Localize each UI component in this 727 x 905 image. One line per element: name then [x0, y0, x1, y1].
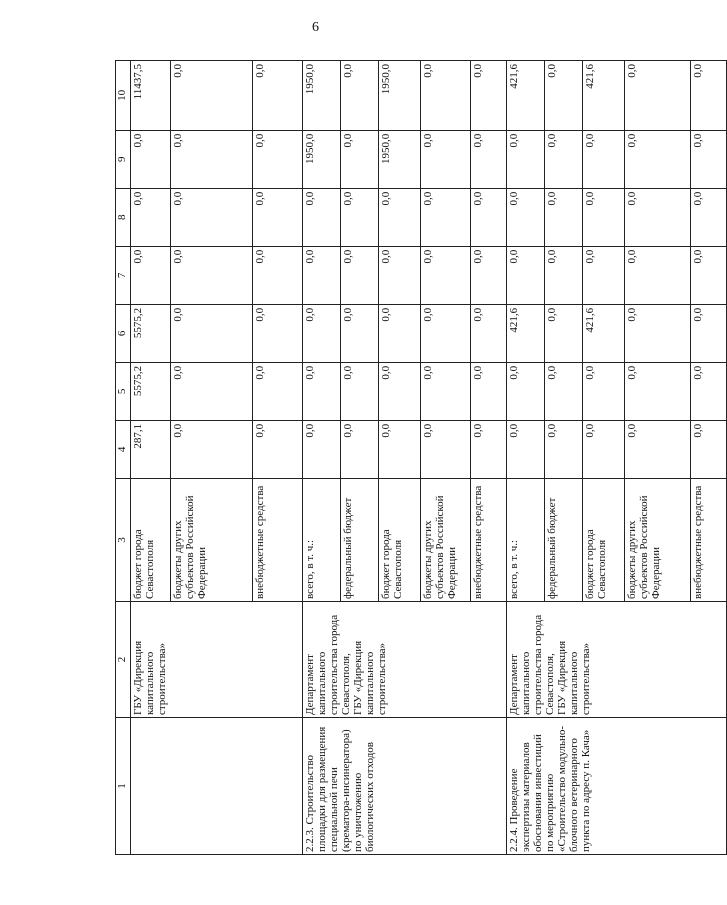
executor-sub: ГБУ «Дирекция капитального строительства» — [352, 640, 388, 716]
source-cell: внебюджетные средства — [253, 478, 303, 601]
value-cell: 0,0 — [253, 246, 303, 304]
source-cell: внебюджетные средства — [471, 478, 507, 601]
value-cell: 0,0 — [131, 246, 171, 304]
value-cell: 0,0 — [507, 420, 545, 478]
value-cell: 0,0 — [171, 362, 253, 420]
value-cell: 0,0 — [691, 61, 727, 131]
value-cell: 0,0 — [303, 188, 341, 246]
value-cell: 0,0 — [583, 130, 625, 188]
value-cell: 0,0 — [421, 420, 471, 478]
value-cell: 0,0 — [171, 61, 253, 131]
value-cell: 0,0 — [253, 420, 303, 478]
value-cell: 0,0 — [625, 246, 691, 304]
value-cell: 0,0 — [421, 188, 471, 246]
value-cell: 1950,0 — [303, 130, 341, 188]
value-cell: 0,0 — [471, 61, 507, 131]
value-cell: 0,0 — [303, 362, 341, 420]
value-cell: 0,0 — [691, 362, 727, 420]
source-cell: бюджет города Севастополя — [379, 478, 421, 601]
executor-cell: ГБУ «Дирекция капитального строительства» — [131, 601, 303, 717]
value-cell: 0,0 — [471, 246, 507, 304]
value-cell: 0,0 — [171, 420, 253, 478]
table-row — [507, 61, 545, 855]
value-cell: 0,0 — [171, 304, 253, 362]
value-cell: 0,0 — [471, 304, 507, 362]
value-cell: 0,0 — [507, 188, 545, 246]
value-cell: 0,0 — [545, 246, 583, 304]
value-cell: 0,0 — [379, 246, 421, 304]
header-cell: 6 — [116, 304, 131, 362]
value-cell: 0,0 — [303, 246, 341, 304]
value-cell: 0,0 — [471, 130, 507, 188]
value-cell: 0,0 — [625, 304, 691, 362]
value-cell: 0,0 — [341, 188, 379, 246]
value-cell: 0,0 — [379, 304, 421, 362]
table-row — [303, 61, 341, 855]
value-cell: 0,0 — [545, 130, 583, 188]
value-cell: 287,1 — [131, 420, 171, 478]
value-cell: 0,0 — [507, 362, 545, 420]
value-cell: 0,0 — [471, 420, 507, 478]
executor-cell — [507, 601, 727, 717]
value-cell: 0,0 — [341, 61, 379, 131]
executor-sub: ГБУ «Дирекция капитального строительства» — [556, 640, 592, 716]
source-cell: всего, в т. ч.: — [303, 478, 341, 601]
value-cell: 1950,0 — [379, 61, 421, 131]
measure-cell: 2.2.4. Проведение экспертизы материалов обоснования инвестиций по мероприятию «Строительство модульно-блочного ветеринарного пункта по адресу п. Кача» — [507, 718, 727, 855]
source-cell: бюджеты других субъектов Российской Федерации — [625, 478, 691, 601]
header-cell: 7 — [116, 246, 131, 304]
value-cell: 0,0 — [421, 304, 471, 362]
value-cell: 1950,0 — [379, 130, 421, 188]
value-cell: 0,0 — [625, 61, 691, 131]
value-cell: 11437,5 — [131, 61, 171, 131]
value-cell: 0,0 — [507, 130, 545, 188]
value-cell: 0,0 — [421, 362, 471, 420]
value-cell: 0,0 — [583, 362, 625, 420]
value-cell: 0,0 — [625, 420, 691, 478]
value-cell: 0,0 — [545, 420, 583, 478]
value-cell: 0,0 — [253, 130, 303, 188]
value-cell: 421,6 — [507, 61, 545, 131]
value-cell: 0,0 — [691, 188, 727, 246]
value-cell: 0,0 — [583, 246, 625, 304]
source-cell: бюджеты других субъектов Российской Федерации — [421, 478, 471, 601]
source-cell: всего, в т. ч.: — [507, 478, 545, 601]
value-cell: 0,0 — [131, 130, 171, 188]
measure-cell-empty — [131, 718, 303, 855]
value-cell: 0,0 — [421, 61, 471, 131]
value-cell: 0,0 — [171, 130, 253, 188]
source-cell: федеральный бюджет — [341, 478, 379, 601]
value-cell: 5575,2 — [131, 362, 171, 420]
header-cell: 10 — [116, 61, 131, 131]
value-cell: 0,0 — [303, 420, 341, 478]
value-cell: 0,0 — [691, 304, 727, 362]
value-cell: 0,0 — [625, 188, 691, 246]
source-cell: федеральный бюджет — [545, 478, 583, 601]
value-cell: 0,0 — [253, 61, 303, 131]
value-cell: 0,0 — [691, 130, 727, 188]
value-cell: 0,0 — [545, 362, 583, 420]
table-row — [131, 61, 171, 855]
value-cell: 0,0 — [253, 362, 303, 420]
value-cell: 0,0 — [171, 246, 253, 304]
funding-table — [115, 60, 727, 855]
value-cell: 0,0 — [303, 304, 341, 362]
value-cell: 0,0 — [341, 304, 379, 362]
value-cell: 0,0 — [691, 420, 727, 478]
value-cell: 0,0 — [379, 420, 421, 478]
header-cell: 1 — [116, 718, 131, 855]
value-cell: 0,0 — [379, 362, 421, 420]
value-cell: 0,0 — [625, 130, 691, 188]
value-cell: 0,0 — [471, 188, 507, 246]
value-cell: 0,0 — [691, 246, 727, 304]
value-cell: 0,0 — [471, 362, 507, 420]
value-cell: 0,0 — [341, 362, 379, 420]
value-cell: 0,0 — [341, 246, 379, 304]
value-cell: 0,0 — [421, 246, 471, 304]
value-cell: 0,0 — [583, 420, 625, 478]
header-cell: 3 — [116, 478, 131, 601]
value-cell: 0,0 — [341, 420, 379, 478]
value-cell: 0,0 — [421, 130, 471, 188]
value-cell: 0,0 — [545, 61, 583, 131]
executor-main: Департамент капитального строительства города Севастополя, — [508, 614, 556, 716]
header-cell: 5 — [116, 362, 131, 420]
value-cell: 0,0 — [253, 188, 303, 246]
value-cell: 421,6 — [507, 304, 545, 362]
executor-cell — [303, 601, 507, 717]
value-cell: 0,0 — [253, 304, 303, 362]
source-cell: бюджет города Севастополя — [583, 478, 625, 601]
source-cell: бюджет города Севастополя — [131, 478, 171, 601]
source-cell: бюджеты других субъектов Российской Федерации — [171, 478, 253, 601]
value-cell: 0,0 — [545, 304, 583, 362]
value-cell: 421,6 — [583, 61, 625, 131]
value-cell: 0,0 — [341, 130, 379, 188]
page-number: 6 — [312, 20, 319, 35]
value-cell: 0,0 — [507, 246, 545, 304]
header-cell: 2 — [116, 601, 131, 717]
value-cell: 0,0 — [171, 188, 253, 246]
rotated-table-wrapper — [115, 60, 704, 855]
source-cell: внебюджетные средства — [691, 478, 727, 601]
value-cell: 0,0 — [131, 188, 171, 246]
value-cell: 0,0 — [379, 188, 421, 246]
header-cell: 8 — [116, 188, 131, 246]
header-row — [116, 61, 131, 855]
header-cell: 4 — [116, 420, 131, 478]
value-cell: 5575,2 — [131, 304, 171, 362]
value-cell: 0,0 — [625, 362, 691, 420]
value-cell: 421,6 — [583, 304, 625, 362]
table-body — [131, 61, 727, 855]
executor-main: Департамент капитального строительства города Севастополя, — [304, 614, 352, 716]
value-cell: 1950,0 — [303, 61, 341, 131]
value-cell: 0,0 — [583, 188, 625, 246]
measure-cell: 2.2.3. Строительство площадки для размещения специальной печи (крематора-инсинератора) по уничтожению биологических отходов — [303, 718, 507, 855]
value-cell: 0,0 — [545, 188, 583, 246]
header-cell: 9 — [116, 130, 131, 188]
